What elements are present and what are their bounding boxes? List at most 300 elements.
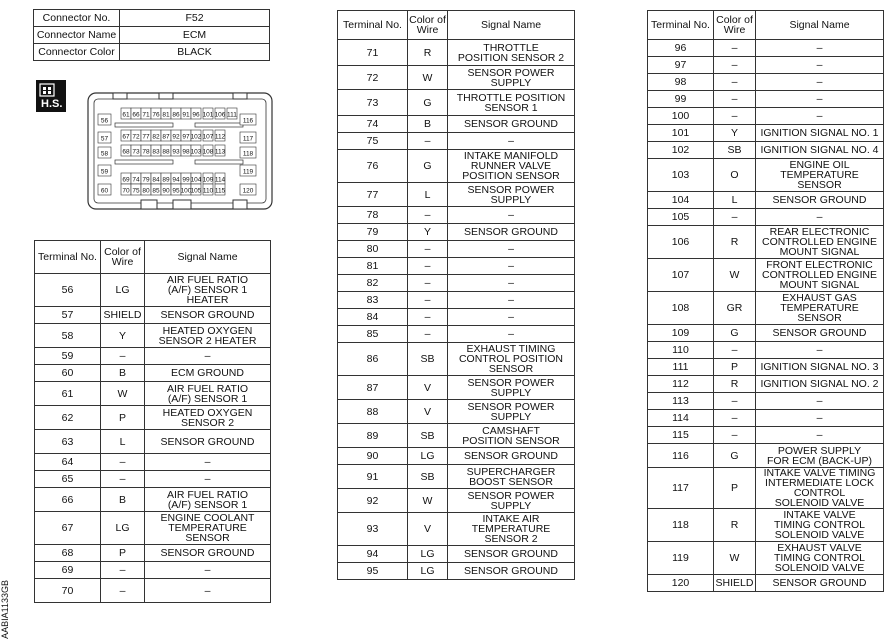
signal-name: – bbox=[145, 348, 271, 365]
table-row bbox=[648, 393, 884, 410]
table-row bbox=[35, 365, 271, 382]
wire-color: R bbox=[714, 509, 756, 542]
wire-color: LG bbox=[408, 563, 448, 580]
connector-info-label: Connector Name bbox=[34, 27, 120, 44]
pin-label: 76 bbox=[152, 111, 160, 119]
wire-color: W bbox=[714, 542, 756, 575]
terminal-number: 82 bbox=[338, 275, 408, 292]
pin-label: 102 bbox=[190, 133, 202, 141]
signal-name: IGNITION SIGNAL NO. 1 bbox=[756, 125, 884, 142]
terminal-number: 67 bbox=[35, 512, 101, 545]
pin-label: 70 bbox=[122, 187, 130, 195]
terminal-number: 117 bbox=[648, 468, 714, 509]
table-row bbox=[35, 430, 271, 454]
pin-label: 69 bbox=[122, 176, 130, 184]
signal-name: – bbox=[448, 133, 575, 150]
wire-color: V bbox=[408, 376, 448, 400]
signal-name: EXHAUST TIMING CONTROL POSITION SENSOR bbox=[448, 343, 575, 376]
signal-name: SENSOR POWER SUPPLY bbox=[448, 376, 575, 400]
signal-name: SENSOR GROUND bbox=[448, 224, 575, 241]
table-row bbox=[648, 57, 884, 74]
pin-label: 77 bbox=[142, 133, 150, 141]
terminal-number: 70 bbox=[35, 579, 101, 603]
table-row bbox=[648, 468, 884, 509]
table-row bbox=[648, 209, 884, 226]
pin-label: 97 bbox=[182, 133, 190, 141]
terminal-number: 120 bbox=[648, 575, 714, 592]
terminal-number: 73 bbox=[338, 90, 408, 116]
wire-color: – bbox=[714, 393, 756, 410]
pin-label: 101 bbox=[202, 111, 214, 119]
pin-label: 89 bbox=[162, 176, 170, 184]
terminal-table-1 bbox=[34, 240, 271, 603]
terminal-number: 91 bbox=[338, 465, 408, 489]
terminal-number: 59 bbox=[35, 348, 101, 365]
terminal-number: 85 bbox=[338, 326, 408, 343]
wire-color: B bbox=[408, 116, 448, 133]
signal-name: AIR FUEL RATIO (A/F) SENSOR 1 bbox=[145, 488, 271, 512]
table-row bbox=[35, 579, 271, 603]
wire-color: P bbox=[101, 406, 145, 430]
terminal-number: 75 bbox=[338, 133, 408, 150]
table-row bbox=[648, 444, 884, 468]
signal-name: IGNITION SIGNAL NO. 2 bbox=[756, 376, 884, 393]
pin-label: 71 bbox=[142, 111, 150, 119]
wire-color: SHIELD bbox=[101, 307, 145, 324]
connector-info-row bbox=[34, 27, 270, 44]
pin-label: 59 bbox=[100, 168, 109, 176]
wire-color: W bbox=[714, 259, 756, 292]
pin-label: 80 bbox=[142, 187, 150, 195]
wire-color: – bbox=[714, 57, 756, 74]
signal-name: EXHAUST VALVE TIMING CONTROL SOLENOID VALVE bbox=[756, 542, 884, 575]
table-row bbox=[648, 359, 884, 376]
wire-color: – bbox=[714, 427, 756, 444]
table-row bbox=[648, 40, 884, 57]
terminal-number: 74 bbox=[338, 116, 408, 133]
pin-label: 108 bbox=[202, 148, 214, 156]
table-row bbox=[35, 406, 271, 430]
pin-label: 81 bbox=[162, 111, 170, 119]
header-color: Color of Wire bbox=[101, 241, 145, 274]
terminal-number: 92 bbox=[338, 489, 408, 513]
connector-face-diagram bbox=[85, 90, 275, 212]
table-row bbox=[338, 400, 575, 424]
terminal-number: 100 bbox=[648, 108, 714, 125]
table-row bbox=[338, 376, 575, 400]
table-row bbox=[338, 116, 575, 133]
terminal-number: 71 bbox=[338, 40, 408, 66]
terminal-number: 105 bbox=[648, 209, 714, 226]
signal-name: IGNITION SIGNAL NO. 3 bbox=[756, 359, 884, 376]
header-signal: Signal Name bbox=[756, 11, 884, 40]
wire-color: R bbox=[714, 376, 756, 393]
wire-color: – bbox=[408, 133, 448, 150]
pin-label: 86 bbox=[172, 111, 180, 119]
table-row bbox=[338, 275, 575, 292]
table-row bbox=[35, 348, 271, 365]
table-row bbox=[338, 424, 575, 448]
terminal-number: 99 bbox=[648, 91, 714, 108]
wire-color: – bbox=[101, 471, 145, 488]
wire-color: – bbox=[714, 342, 756, 359]
table-row bbox=[338, 326, 575, 343]
wire-color: O bbox=[714, 159, 756, 192]
pin-label: 114 bbox=[214, 176, 226, 184]
signal-name: – bbox=[448, 258, 575, 275]
table-row bbox=[338, 258, 575, 275]
wire-color: L bbox=[101, 430, 145, 454]
signal-name: SENSOR GROUND bbox=[448, 448, 575, 465]
wire-color: LG bbox=[101, 512, 145, 545]
terminal-number: 101 bbox=[648, 125, 714, 142]
terminal-number: 65 bbox=[35, 471, 101, 488]
signal-name: – bbox=[756, 342, 884, 359]
terminal-number: 64 bbox=[35, 454, 101, 471]
terminal-number: 61 bbox=[35, 382, 101, 406]
pin-label: 109 bbox=[202, 176, 214, 184]
terminal-number: 114 bbox=[648, 410, 714, 427]
wire-color: Y bbox=[714, 125, 756, 142]
terminal-number: 88 bbox=[338, 400, 408, 424]
pin-label: 66 bbox=[132, 111, 140, 119]
pin-label: 96 bbox=[192, 111, 200, 119]
pin-label: 103 bbox=[190, 148, 202, 156]
header-terminal: Terminal No. bbox=[35, 241, 101, 274]
table-row bbox=[35, 382, 271, 406]
signal-name: SENSOR POWER SUPPLY bbox=[448, 183, 575, 207]
signal-name: SENSOR GROUND bbox=[448, 546, 575, 563]
pin-label: 85 bbox=[152, 187, 160, 195]
wire-color: – bbox=[714, 410, 756, 427]
wire-color: – bbox=[101, 348, 145, 365]
pin-label: 60 bbox=[100, 187, 109, 195]
signal-name: INTAKE MANIFOLD RUNNER VALVE POSITION SENSOR bbox=[448, 150, 575, 183]
signal-name: – bbox=[756, 91, 884, 108]
pin-label: 119 bbox=[242, 168, 254, 176]
pin-label: 75 bbox=[132, 187, 140, 195]
signal-name: – bbox=[756, 108, 884, 125]
pin-label: 67 bbox=[122, 133, 130, 141]
signal-name: – bbox=[145, 454, 271, 471]
table-row bbox=[338, 224, 575, 241]
signal-name: CAMSHAFT POSITION SENSOR bbox=[448, 424, 575, 448]
pin-label: 95 bbox=[172, 187, 180, 195]
wire-color: G bbox=[714, 325, 756, 342]
wire-color: GR bbox=[714, 292, 756, 325]
terminal-number: 93 bbox=[338, 513, 408, 546]
table-row bbox=[338, 183, 575, 207]
table-row bbox=[338, 90, 575, 116]
pin-label: 87 bbox=[162, 133, 170, 141]
table-row bbox=[35, 488, 271, 512]
signal-name: – bbox=[756, 393, 884, 410]
terminal-number: 109 bbox=[648, 325, 714, 342]
pin-label: 98 bbox=[182, 148, 190, 156]
signal-name: INTAKE VALVE TIMING CONTROL SOLENOID VALVE bbox=[756, 509, 884, 542]
pin-label: 94 bbox=[172, 176, 180, 184]
signal-name: REAR ELECTRONIC CONTROLLED ENGINE MOUNT SIGNAL bbox=[756, 226, 884, 259]
signal-name: – bbox=[756, 74, 884, 91]
wire-color: L bbox=[714, 192, 756, 209]
table-row bbox=[648, 142, 884, 159]
pin-label: 58 bbox=[100, 150, 109, 158]
terminal-number: 95 bbox=[338, 563, 408, 580]
terminal-number: 118 bbox=[648, 509, 714, 542]
signal-name: – bbox=[756, 209, 884, 226]
table-row bbox=[648, 91, 884, 108]
signal-name: SENSOR POWER SUPPLY bbox=[448, 400, 575, 424]
wire-color: – bbox=[714, 91, 756, 108]
pin-label: 84 bbox=[152, 176, 160, 184]
wire-color: V bbox=[408, 400, 448, 424]
pin-label: 78 bbox=[142, 148, 150, 156]
pin-label: 112 bbox=[214, 133, 226, 141]
connector-info-table bbox=[33, 9, 270, 61]
terminal-number: 58 bbox=[35, 324, 101, 348]
header-color: Color of Wire bbox=[714, 11, 756, 40]
signal-name: AIR FUEL RATIO (A/F) SENSOR 1 HEATER bbox=[145, 274, 271, 307]
pin-label: 115 bbox=[214, 187, 226, 195]
wire-color: SB bbox=[408, 343, 448, 376]
wire-color: – bbox=[408, 258, 448, 275]
terminal-number: 68 bbox=[35, 545, 101, 562]
signal-name: SENSOR GROUND bbox=[145, 307, 271, 324]
terminal-number: 108 bbox=[648, 292, 714, 325]
terminal-number: 112 bbox=[648, 376, 714, 393]
header-signal: Signal Name bbox=[448, 11, 575, 40]
terminal-number: 81 bbox=[338, 258, 408, 275]
table-row bbox=[35, 274, 271, 307]
terminal-number: 90 bbox=[338, 448, 408, 465]
table-row bbox=[35, 307, 271, 324]
terminal-number: 79 bbox=[338, 224, 408, 241]
wire-color: – bbox=[714, 108, 756, 125]
signal-name: – bbox=[756, 410, 884, 427]
pin-label: 113 bbox=[214, 148, 226, 156]
signal-name: SENSOR POWER SUPPLY bbox=[448, 489, 575, 513]
signal-name: – bbox=[448, 207, 575, 224]
terminal-number: 86 bbox=[338, 343, 408, 376]
wire-color: – bbox=[408, 275, 448, 292]
table-row bbox=[35, 324, 271, 348]
table-row bbox=[648, 108, 884, 125]
harness-side-icon bbox=[36, 80, 66, 112]
terminal-number: 60 bbox=[35, 365, 101, 382]
pin-label: 74 bbox=[132, 176, 140, 184]
pin-label: 90 bbox=[162, 187, 170, 195]
wire-color: SB bbox=[714, 142, 756, 159]
header-signal: Signal Name bbox=[145, 241, 271, 274]
signal-name: – bbox=[145, 562, 271, 579]
wire-color: – bbox=[408, 241, 448, 258]
terminal-number: 69 bbox=[35, 562, 101, 579]
table-row bbox=[648, 125, 884, 142]
figure-code: AABIA1133GB bbox=[0, 580, 10, 639]
table-row bbox=[338, 133, 575, 150]
table-row bbox=[35, 454, 271, 471]
pin-label: 117 bbox=[242, 135, 254, 143]
wire-color: W bbox=[101, 382, 145, 406]
table-row bbox=[648, 427, 884, 444]
terminal-number: 66 bbox=[35, 488, 101, 512]
signal-name: FRONT ELECTRONIC CONTROLLED ENGINE MOUNT SIGNAL bbox=[756, 259, 884, 292]
pin-label: 118 bbox=[242, 150, 254, 158]
header-terminal: Terminal No. bbox=[648, 11, 714, 40]
table-row bbox=[338, 513, 575, 546]
pin-label: 100 bbox=[180, 187, 192, 195]
table-row bbox=[338, 546, 575, 563]
terminal-number: 104 bbox=[648, 192, 714, 209]
terminal-table-3 bbox=[647, 10, 884, 592]
signal-name: – bbox=[448, 309, 575, 326]
terminal-number: 110 bbox=[648, 342, 714, 359]
terminal-number: 106 bbox=[648, 226, 714, 259]
signal-name: HEATED OXYGEN SENSOR 2 HEATER bbox=[145, 324, 271, 348]
terminal-number: 89 bbox=[338, 424, 408, 448]
wire-color: LG bbox=[101, 274, 145, 307]
terminal-number: 97 bbox=[648, 57, 714, 74]
table-row bbox=[648, 192, 884, 209]
wire-color: – bbox=[714, 74, 756, 91]
terminal-number: 107 bbox=[648, 259, 714, 292]
wire-color: LG bbox=[408, 546, 448, 563]
wire-color: – bbox=[408, 292, 448, 309]
signal-name: SENSOR GROUND bbox=[756, 575, 884, 592]
wire-color: – bbox=[101, 454, 145, 471]
signal-name: – bbox=[756, 40, 884, 57]
pin-label: 57 bbox=[100, 135, 109, 143]
pin-label: 83 bbox=[152, 148, 160, 156]
table-row bbox=[338, 465, 575, 489]
hs-label: H.S. bbox=[41, 98, 63, 110]
terminal-number: 94 bbox=[338, 546, 408, 563]
signal-name: THROTTLE POSITION SENSOR 1 bbox=[448, 90, 575, 116]
table-row bbox=[648, 342, 884, 359]
wire-color: G bbox=[408, 90, 448, 116]
signal-name: – bbox=[756, 57, 884, 74]
terminal-number: 83 bbox=[338, 292, 408, 309]
header-terminal: Terminal No. bbox=[338, 11, 408, 40]
wire-color: B bbox=[101, 488, 145, 512]
terminal-number: 84 bbox=[338, 309, 408, 326]
signal-name: SUPERCHARGER BOOST SENSOR bbox=[448, 465, 575, 489]
connector-info-label: Connector Color bbox=[34, 44, 120, 61]
signal-name: THROTTLE POSITION SENSOR 2 bbox=[448, 40, 575, 66]
wire-color: – bbox=[408, 207, 448, 224]
table-row bbox=[648, 292, 884, 325]
wire-color: P bbox=[714, 359, 756, 376]
terminal-table-2 bbox=[337, 10, 575, 580]
wire-color: SHIELD bbox=[714, 575, 756, 592]
pin-label: 104 bbox=[190, 176, 202, 184]
signal-name: IGNITION SIGNAL NO. 4 bbox=[756, 142, 884, 159]
signal-name: ENGINE COOLANT TEMPERATURE SENSOR bbox=[145, 512, 271, 545]
pin-label: 111 bbox=[227, 111, 237, 119]
pin-label: 68 bbox=[122, 148, 130, 156]
table-row bbox=[338, 40, 575, 66]
terminal-number: 103 bbox=[648, 159, 714, 192]
table-row bbox=[338, 66, 575, 90]
table-row bbox=[338, 292, 575, 309]
connector-info-row bbox=[34, 44, 270, 61]
pin-label: 105 bbox=[190, 187, 202, 195]
terminal-number: 76 bbox=[338, 150, 408, 183]
signal-name: – bbox=[448, 241, 575, 258]
signal-name: – bbox=[756, 427, 884, 444]
wire-color: – bbox=[408, 309, 448, 326]
wire-color: R bbox=[408, 40, 448, 66]
connector-info-value: BLACK bbox=[120, 44, 270, 61]
terminal-number: 113 bbox=[648, 393, 714, 410]
terminal-number: 80 bbox=[338, 241, 408, 258]
table-row bbox=[35, 545, 271, 562]
table-row bbox=[338, 448, 575, 465]
terminal-number: 63 bbox=[35, 430, 101, 454]
table-row bbox=[338, 207, 575, 224]
wire-color: Y bbox=[408, 224, 448, 241]
wire-color: SB bbox=[408, 465, 448, 489]
terminal-number: 96 bbox=[648, 40, 714, 57]
pin-label: 79 bbox=[142, 176, 150, 184]
table-row bbox=[35, 562, 271, 579]
signal-name: EXHAUST GAS TEMPERATURE SENSOR bbox=[756, 292, 884, 325]
terminal-number: 72 bbox=[338, 66, 408, 90]
pin-label: 73 bbox=[132, 148, 140, 156]
signal-name: SENSOR GROUND bbox=[145, 430, 271, 454]
table-row bbox=[648, 325, 884, 342]
table-row bbox=[648, 376, 884, 393]
pin-label: 107 bbox=[202, 133, 214, 141]
terminal-number: 57 bbox=[35, 307, 101, 324]
pin-label: 99 bbox=[182, 176, 190, 184]
terminal-number: 111 bbox=[648, 359, 714, 376]
signal-name: POWER SUPPLY FOR ECM (BACK-UP) bbox=[756, 444, 884, 468]
pin-label: 110 bbox=[202, 187, 214, 195]
pin-label: 72 bbox=[132, 133, 140, 141]
wire-color: LG bbox=[408, 448, 448, 465]
terminal-number: 78 bbox=[338, 207, 408, 224]
wire-color: L bbox=[408, 183, 448, 207]
signal-name: – bbox=[448, 275, 575, 292]
table-row bbox=[648, 575, 884, 592]
wire-color: W bbox=[408, 66, 448, 90]
terminal-number: 115 bbox=[648, 427, 714, 444]
pin-label: 93 bbox=[172, 148, 180, 156]
pin-label: 116 bbox=[242, 117, 254, 125]
wire-color: – bbox=[101, 579, 145, 603]
pin-label: 56 bbox=[100, 117, 109, 125]
terminal-number: 119 bbox=[648, 542, 714, 575]
wire-color: G bbox=[714, 444, 756, 468]
wire-color: P bbox=[714, 468, 756, 509]
wire-color: – bbox=[101, 562, 145, 579]
signal-name: – bbox=[448, 326, 575, 343]
table-row bbox=[648, 410, 884, 427]
wire-color: B bbox=[101, 365, 145, 382]
connector-info-row bbox=[34, 10, 270, 27]
table-row bbox=[338, 489, 575, 513]
signal-name: SENSOR GROUND bbox=[145, 545, 271, 562]
signal-name: – bbox=[145, 471, 271, 488]
signal-name: SENSOR GROUND bbox=[448, 563, 575, 580]
signal-name: AIR FUEL RATIO (A/F) SENSOR 1 bbox=[145, 382, 271, 406]
signal-name: SENSOR GROUND bbox=[756, 325, 884, 342]
table-row bbox=[648, 226, 884, 259]
pin-label: 120 bbox=[242, 187, 254, 195]
connector-info-label: Connector No. bbox=[34, 10, 120, 27]
wire-color: – bbox=[714, 40, 756, 57]
